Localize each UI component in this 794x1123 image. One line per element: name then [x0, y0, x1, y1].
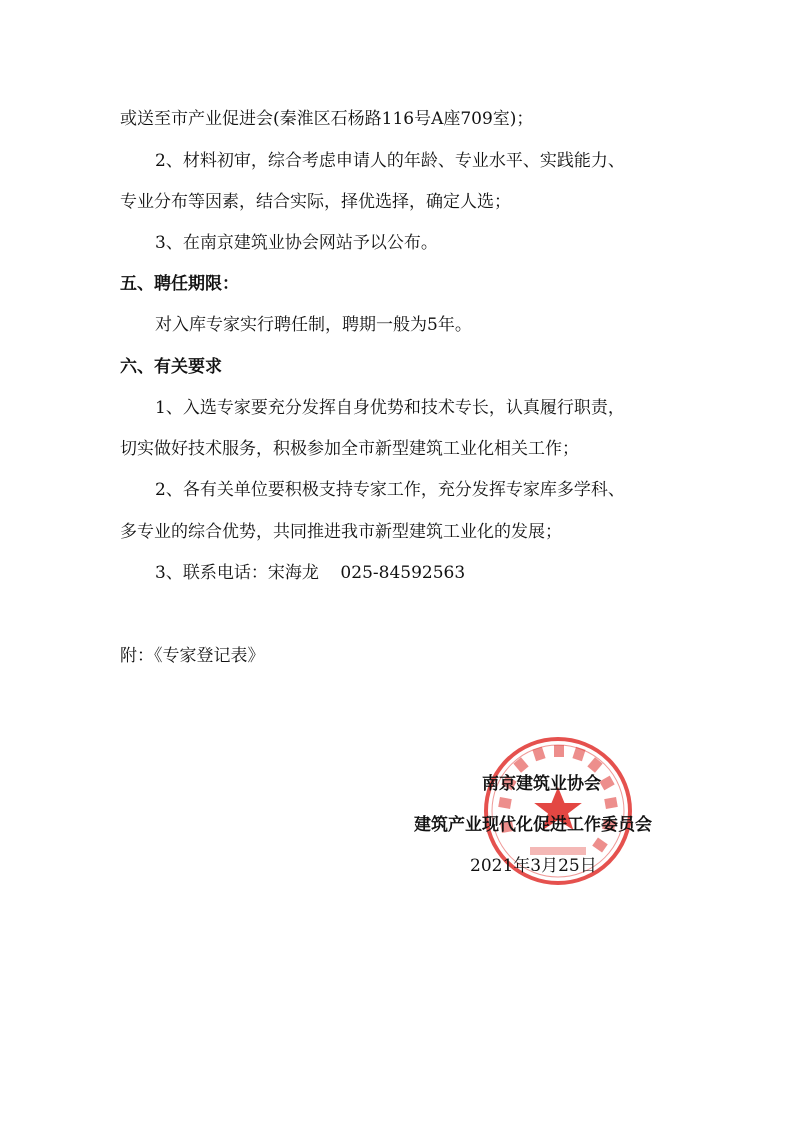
- signature-committee: 建筑产业现代化促进工作委员会: [414, 815, 652, 835]
- body-line: 对入库专家实行聘任制，聘期一般为5年。: [155, 315, 472, 335]
- signature-org: 南京建筑业协会: [482, 774, 601, 794]
- attachment-line: 附：《专家登记表》: [120, 646, 265, 666]
- body-line: 切实做好技术服务，积极参加全市新型建筑工业化相关工作；: [120, 439, 579, 459]
- body-line: 2、各有关单位要积极支持专家工作，充分发挥专家库多学科、: [155, 480, 625, 500]
- section-heading: 五、聘任期限：: [120, 274, 239, 294]
- body-line: 专业分布等因素，结合实际，择优选择，确定人选；: [120, 192, 511, 212]
- signature-date: 2021年3月25日: [470, 856, 597, 876]
- body-line: 或送至市产业促进会(秦淮区石杨路116号A座709室)；: [120, 109, 534, 129]
- body-line: 多专业的综合优势，共同推进我市新型建筑工业化的发展；: [120, 522, 562, 542]
- body-line: 1、入选专家要充分发挥自身优势和技术专长，认真履行职责，: [155, 398, 625, 418]
- body-line: 3、在南京建筑业协会网站予以公布。: [155, 233, 438, 253]
- body-line: 2、材料初审，综合考虑申请人的年龄、专业水平、实践能力、: [155, 151, 625, 171]
- section-heading: 六、有关要求: [120, 357, 222, 377]
- contact-line: 3、联系电话：宋海龙 025-84592563: [155, 563, 466, 583]
